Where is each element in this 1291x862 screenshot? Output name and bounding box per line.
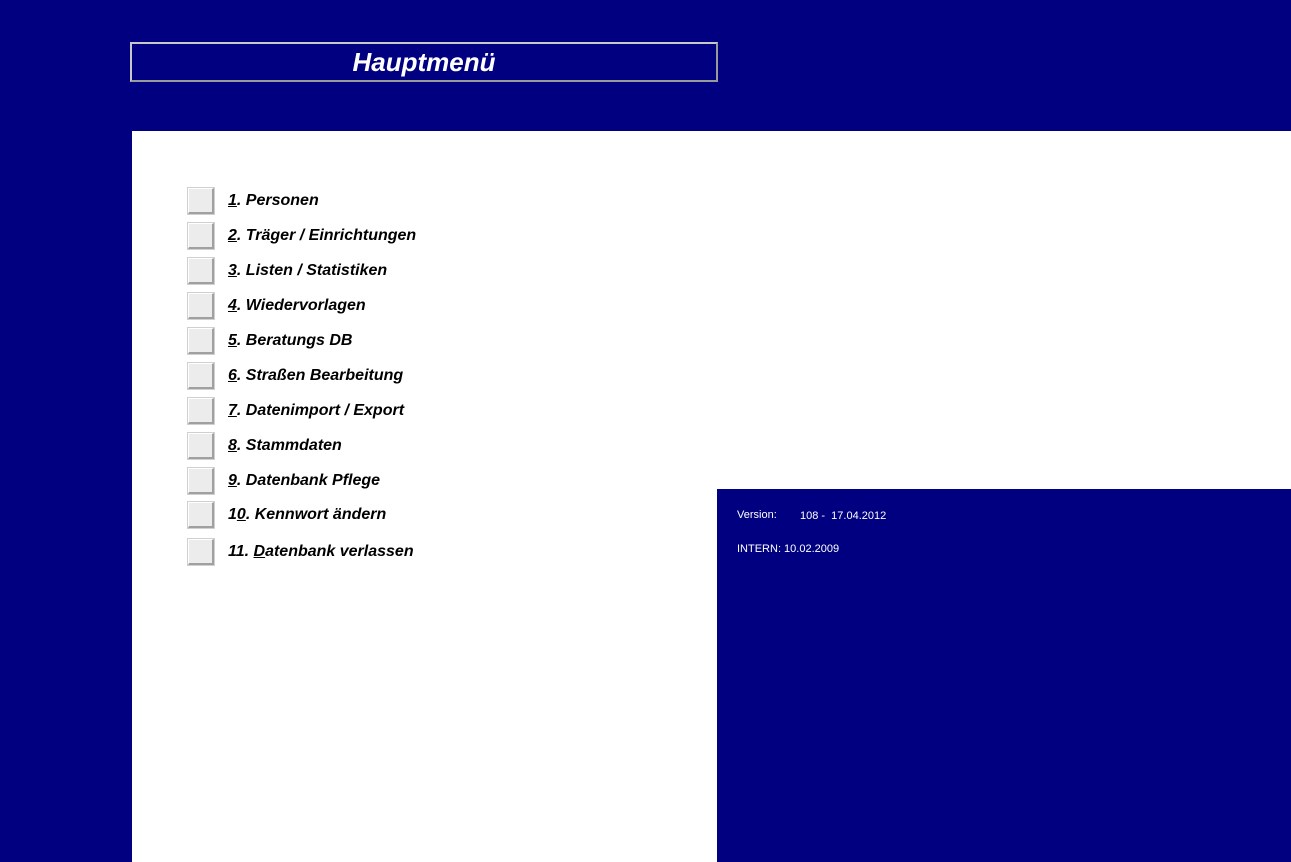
menu-item-datenbank-pflege[interactable] <box>188 467 380 495</box>
menu-item-kennwort[interactable] <box>188 501 386 529</box>
menu-button-wiedervorlagen[interactable] <box>188 293 214 319</box>
menu-label-strassen[interactable]: 6. Straßen Bearbeitung <box>228 367 404 384</box>
menu-button-beratungs-db[interactable] <box>188 328 214 354</box>
page-title: Hauptmenü <box>352 46 496 77</box>
menu-label-stammdaten[interactable]: 8. Stammdaten <box>228 437 342 454</box>
menu-label-datenbank-pflege[interactable]: 9. Datenbank Pflege <box>228 472 381 489</box>
menu-button-personen[interactable] <box>188 188 214 214</box>
menu-item-traeger[interactable] <box>188 222 416 250</box>
menu-label-verlassen[interactable]: 11. Datenbank verlassen <box>228 543 414 560</box>
menu-button-datenbank-pflege[interactable] <box>188 468 214 494</box>
version-value: 108 - 17.04.2012 <box>800 510 887 522</box>
version-info-panel <box>717 489 1291 862</box>
version-label: Version: <box>737 509 777 521</box>
menu-label-traeger[interactable]: 2. Träger / Einrichtungen <box>228 227 417 244</box>
menu-button-kennwort[interactable] <box>188 502 214 528</box>
menu-button-stammdaten[interactable] <box>188 433 214 459</box>
menu-item-beratungs-db[interactable] <box>188 327 352 355</box>
menu-button-listen[interactable] <box>188 258 214 284</box>
menu-item-datenimport[interactable] <box>188 397 404 425</box>
menu-label-personen[interactable]: 1. Personen <box>228 192 319 209</box>
menu-button-datenimport[interactable] <box>188 398 214 424</box>
menu-button-traeger[interactable] <box>188 223 214 249</box>
menu-item-wiedervorlagen[interactable] <box>188 292 366 320</box>
menu-label-datenimport[interactable]: 7. Datenimport / Export <box>228 402 405 419</box>
menu-item-strassen[interactable] <box>188 362 403 390</box>
menu-label-wiedervorlagen[interactable]: 4. Wiedervorlagen <box>228 297 366 314</box>
menu-item-personen[interactable] <box>188 187 319 215</box>
menu-label-beratungs-db[interactable]: 5. Beratungs DB <box>228 332 353 349</box>
menu-item-listen[interactable] <box>188 257 387 285</box>
menu-item-stammdaten[interactable] <box>188 432 342 460</box>
menu-button-verlassen[interactable] <box>188 539 214 565</box>
menu-item-verlassen[interactable] <box>188 538 414 566</box>
title-box <box>130 42 718 82</box>
menu-label-kennwort[interactable]: 10. Kennwort ändern <box>228 506 387 523</box>
intern-date: INTERN: 10.02.2009 <box>737 543 840 555</box>
menu-label-listen[interactable]: 3. Listen / Statistiken <box>228 262 388 279</box>
menu-button-strassen[interactable] <box>188 363 214 389</box>
